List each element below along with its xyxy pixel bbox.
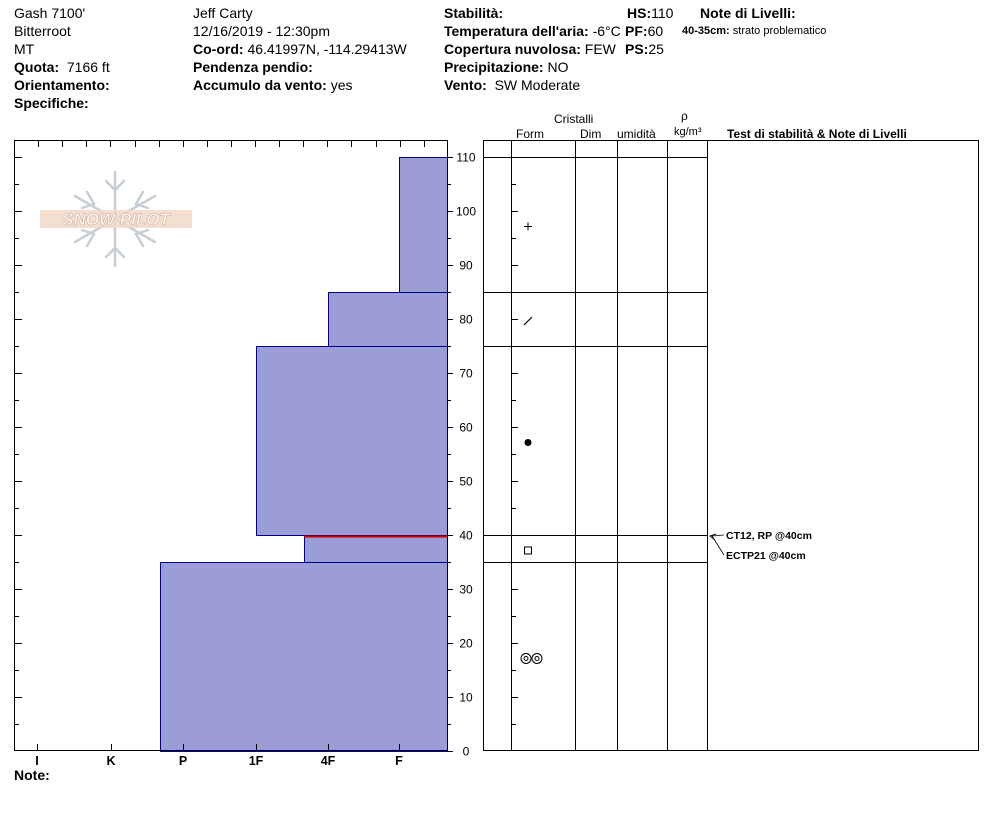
- hs-value: 110: [651, 5, 674, 21]
- layer-bar-2: [257, 347, 448, 536]
- moisture-header: umidità: [617, 127, 656, 141]
- ps-label: PS:: [625, 41, 649, 57]
- stability-header: Test di stabilità & Note di Livelli: [727, 127, 907, 141]
- site-name: Gash 7100': [14, 5, 86, 21]
- pf-value: 60: [647, 23, 664, 39]
- notes-label: Note:: [14, 767, 50, 783]
- wind-value: SW Moderate: [494, 77, 581, 93]
- logo-text: SNOW PILOT: [62, 210, 170, 229]
- form-header: Form: [516, 127, 544, 141]
- depth-left-ticks: [15, 158, 22, 725]
- faceted-crystals-icon: [525, 547, 532, 554]
- rounded-grains-icon: [525, 439, 532, 446]
- stability-tests: [710, 530, 812, 562]
- precip-label: Precipitazione:: [444, 59, 544, 75]
- crystals-header: Cristalli: [554, 112, 594, 126]
- decomposing-particles-icon: [524, 317, 532, 325]
- observation-datetime: 12/16/2019 - 12:30pm: [193, 23, 330, 39]
- slope-label: Pendenza pendio:: [193, 59, 313, 75]
- precip-value: NO: [547, 59, 569, 75]
- size-header: Dim: [580, 127, 602, 141]
- axis-tick-label: 60: [459, 420, 473, 435]
- axis-tick-label: 100: [455, 204, 477, 219]
- air-temp-label: Temperatura dell'aria:: [444, 23, 589, 39]
- coord-value: 46.41997N, -114.29413W: [247, 41, 407, 57]
- layer-notes-label: Note di Livelli:: [700, 5, 796, 21]
- hardness-label-k: K: [106, 754, 116, 768]
- precipitation-particles-icon: [524, 223, 532, 231]
- snowpilot-logo: [40, 172, 192, 266]
- axis-tick-label: 50: [459, 474, 473, 489]
- axis-tick-label: 30: [459, 582, 473, 597]
- grain-form-symbols: [521, 223, 542, 664]
- hardness-label-i: I: [35, 754, 39, 768]
- observer-name: Jeff Carty: [193, 5, 253, 21]
- air-temp-value: -6°C: [592, 23, 621, 39]
- layer-boundaries: [484, 158, 707, 563]
- axis-tick-label: 0: [462, 744, 470, 759]
- hardness-layers: [161, 158, 448, 752]
- axis-tick-label: 90: [459, 258, 473, 273]
- layer-table-frame: [484, 141, 979, 751]
- wind-loading-value: yes: [330, 77, 353, 93]
- stability-test-label: ECTP21 @40cm: [726, 550, 806, 562]
- coord-label: Co-ord:: [193, 41, 244, 57]
- depth-axis: [447, 151, 476, 759]
- stability-test-label: CT12, RP @40cm: [726, 530, 812, 542]
- aspect-label: Orientamento:: [14, 77, 110, 93]
- axis-tick-label: 80: [459, 312, 473, 327]
- stability-label: Stabilità:: [444, 5, 504, 21]
- axis-tick-label: 20: [459, 636, 473, 651]
- layer-bar-3: [305, 536, 448, 563]
- hardness-axis-labels: [35, 754, 403, 768]
- hardness-label-p: P: [178, 754, 188, 768]
- sky-value: FEW: [584, 41, 616, 57]
- wind-loading-label: Accumulo da vento:: [193, 77, 327, 93]
- axis-tick-label: 10: [459, 690, 473, 705]
- layer-note-range: 40-35cm:: [682, 25, 730, 37]
- axis-tick-label: 40: [459, 528, 473, 543]
- ps-value: 25: [648, 41, 664, 57]
- hardness-label-4f: 4F: [320, 754, 336, 768]
- wind-label: Vento:: [444, 77, 487, 93]
- layer-table-columns: [512, 140, 708, 751]
- layer-bar-0: [400, 158, 448, 293]
- sky-label: Copertura nuvolosa:: [444, 41, 581, 57]
- hardness-label-f: F: [395, 754, 403, 768]
- layer-note-text: strato problematico: [732, 25, 827, 37]
- axis-tick-label: 110: [456, 150, 476, 165]
- pf-label: PF:: [625, 23, 648, 39]
- specifics-label: Specifiche:: [14, 95, 89, 111]
- hardness-label-1f: 1F: [248, 754, 264, 768]
- layer-bar-4: [161, 563, 448, 752]
- density-unit: kg/m³: [674, 126, 702, 138]
- table-ticks: [512, 158, 518, 725]
- state-name: MT: [14, 41, 35, 57]
- range-name: Bitterroot: [14, 23, 71, 39]
- hs-label: HS:: [627, 5, 652, 21]
- elevation-label: Quota:: [14, 59, 60, 75]
- density-symbol: ρ: [681, 109, 688, 123]
- axis-tick-label: 70: [459, 366, 473, 381]
- elevation-value: 7166 ft: [66, 59, 110, 75]
- melt-forms-icon: [521, 654, 542, 664]
- layer-bar-1: [329, 293, 448, 347]
